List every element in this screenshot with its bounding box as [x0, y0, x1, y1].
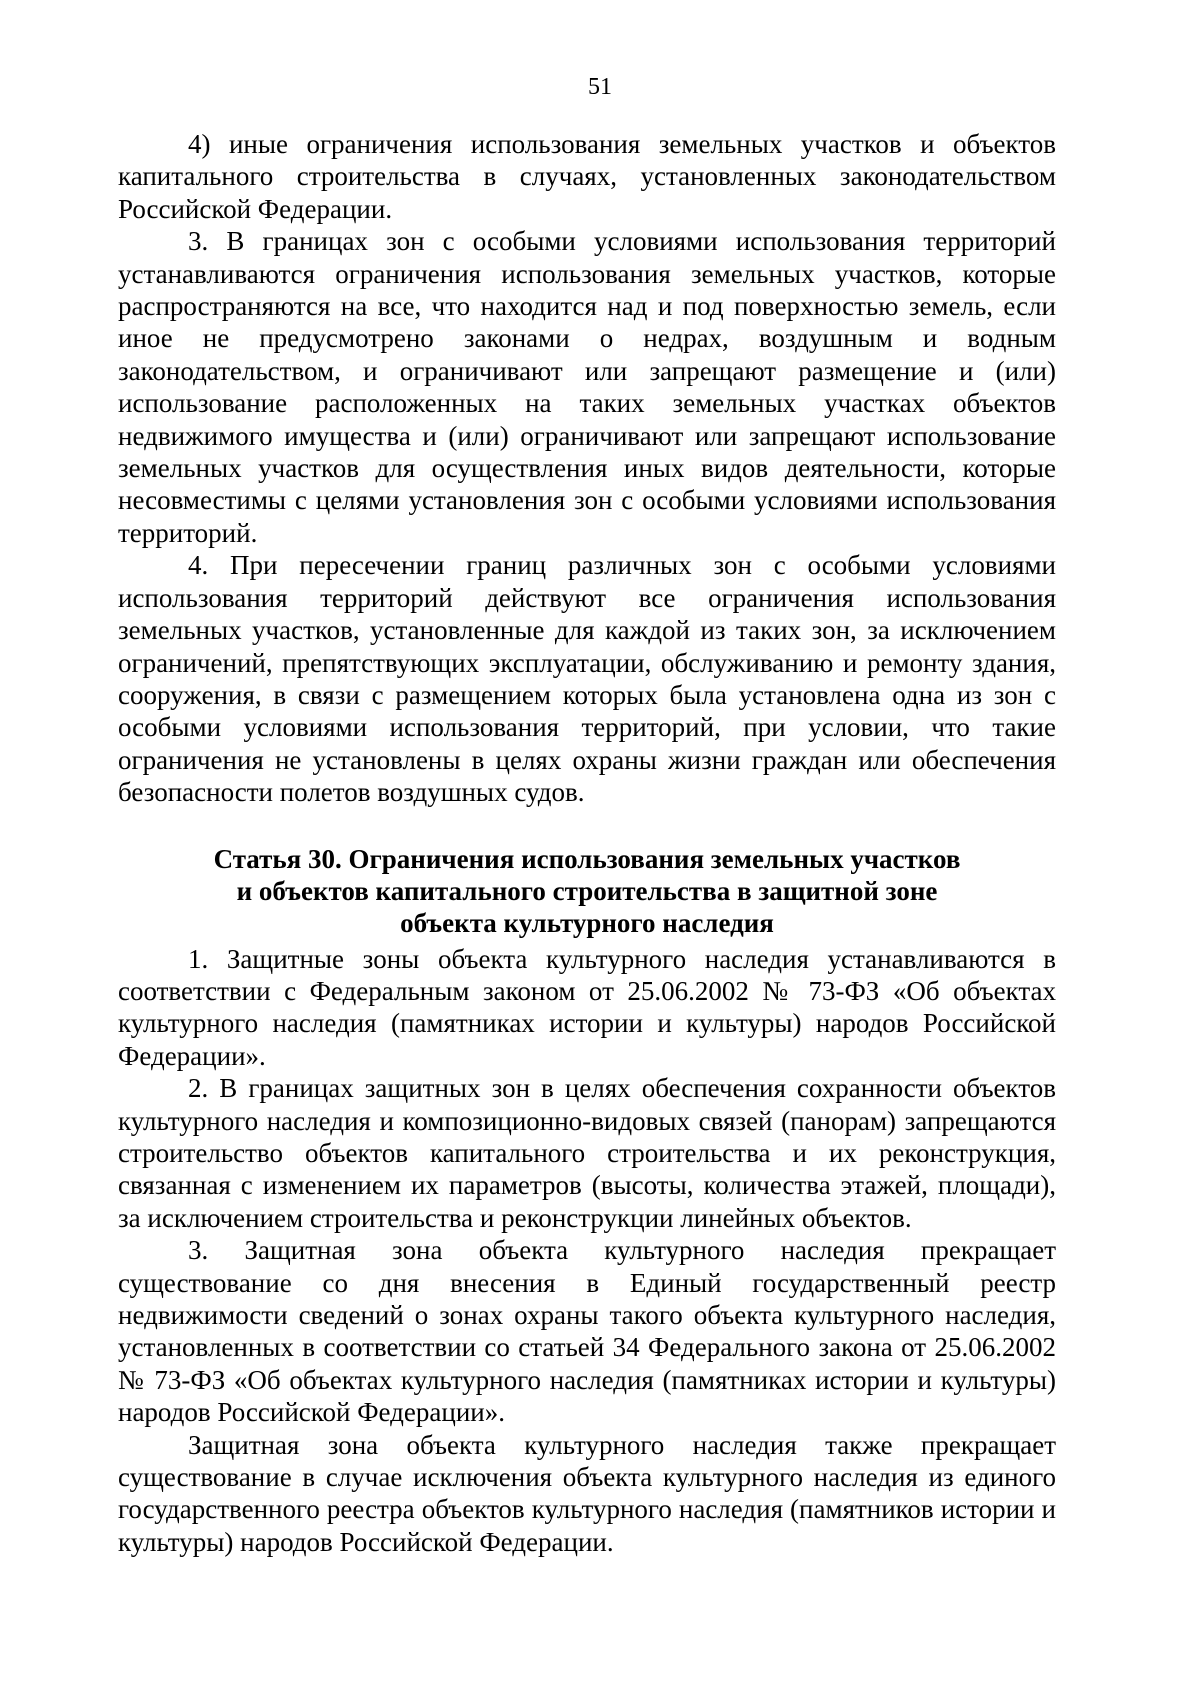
article-30-paragraph-closing: Защитная зона объекта культурного наследия также прекращает существование в случае исключения объекта культурного наследия из единого государственного реестра объектов культурного наследия (памятников истории и культуры) народов Российской Федерации. — [118, 1429, 1056, 1557]
article-30-paragraph-3: 3. Защитная зона объекта культурного наследия прекращает существование со дня внесения в Единый государственный реестр недвижимости сведений о зонах охраны такого объекта культурного наследия, установленных в соответствии со статьей 34 Федерального закона от 25.06.2002 № 73-ФЗ «Об объектах культурного наследия (памятниках истории и культуры) народов Российской Федерации». — [118, 1235, 1056, 1428]
page-number: 51 — [588, 74, 612, 100]
article-heading-line-3: объекта культурного наследия — [400, 907, 774, 938]
paragraph-4-zone-intersection: 4. При пересечении границ различных зон с особыми условиями использования территорий действуют все ограничения использования земельных участков, установленные для каждой из таких зон, за исключением ограничений, препятствующих эксплуатации, обслуживанию и ремонту здания, сооружения, в связи с размещением которых была установлена одна из зон с особыми условиями использования территорий, при условии, что такие ограничения не установлены в целях охраны жизни граждан или обеспечения безопасности полетов воздушных судов. — [118, 550, 1056, 808]
document-body — [118, 128, 1056, 1558]
article-30-heading — [118, 843, 1056, 939]
article-30-paragraph-2: 2. В границах защитных зон в целях обеспечения сохранности объектов культурного наследия и композиционно-видовых связей (панорам) запрещаются строительство объектов капитального строительства и их реконструкция, связанная с изменением их параметров (высоты, количества этажей, площади), за исключением строительства и реконструкции линейных объектов. — [118, 1073, 1056, 1233]
article-heading-line-2: и объектов капитального строительства в защитной зоне — [236, 875, 938, 906]
paragraph-3-zone-restrictions: 3. В границах зон с особыми условиями использования территорий устанавливаются ограничения использования земельных участков, которые распространяются на все, что находится над и под поверхностью земель, если иное не предусмотрено законами о недрах, воздушным и водным законодательством, и ограничивают или запрещают размещение и (или) использование расположенных на таких земельных участках объектов недвижимого имущества и (или) ограничивают или запрещают использование земельных участков для осуществления иных видов деятельности, которые несовместимы с целями установления зон с особыми условиями использования территорий. — [118, 226, 1056, 548]
article-30-paragraph-1: 1. Защитные зоны объекта культурного наследия устанавливаются в соответствии с Федеральным законом от 25.06.2002 № 73-ФЗ «Об объектах культурного наследия (памятниках истории и культуры) народов Российской Федерации». — [118, 943, 1056, 1071]
paragraph-item-4-other-restrictions: 4) иные ограничения использования земельных участков и объектов капитального строительства в случаях, установленных законодательством Российской Федерации. — [118, 129, 1056, 224]
article-heading-line-1: Статья 30. Ограничения использования земельных участков — [213, 843, 961, 874]
